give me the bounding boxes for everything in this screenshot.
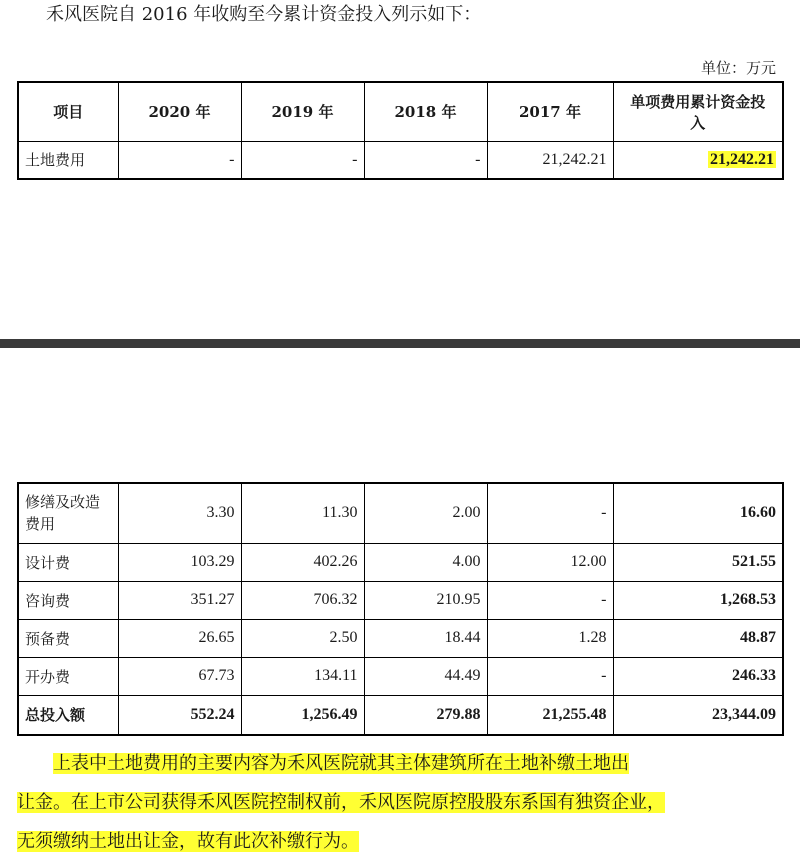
investment-table-bottom [17, 482, 784, 736]
row-name: 咨询费 [18, 581, 118, 619]
table-row [18, 483, 783, 543]
cell-2020: - [118, 141, 241, 179]
cell-2019: 134.11 [241, 657, 364, 695]
cell-2017: 1.28 [487, 619, 613, 657]
header-item: 项目 [18, 82, 118, 141]
row-name: 总投入额 [18, 695, 118, 735]
header-total: 单项费用累计资金投入 [613, 82, 783, 141]
cell-2020: 351.27 [118, 581, 241, 619]
cell-2019: 402.26 [241, 543, 364, 581]
cell-2020: 26.65 [118, 619, 241, 657]
table-header-row [18, 82, 783, 141]
intro-text: 禾风医院自 2016 年收购至今累计资金投入列示如下： [46, 4, 482, 25]
row-name: 预备费 [18, 619, 118, 657]
highlighted-text: 让金。在上市公司获得禾风医院控制权前，禾风医院原控股股东系国有独资企业， [17, 792, 665, 813]
cell-2018: 2.00 [364, 483, 487, 543]
paragraph-line [17, 822, 797, 861]
cell-2017: 12.00 [487, 543, 613, 581]
table-total-row [18, 695, 783, 735]
cell-total: 16.60 [613, 483, 783, 543]
cell-2018: 210.95 [364, 581, 487, 619]
unit-label: 单位：万元 [700, 59, 776, 77]
cell-2018: 4.00 [364, 543, 487, 581]
highlighted-text: 上表中土地费用的主要内容为禾风医院就其主体建筑所在土地补缴土地出 [53, 753, 629, 774]
cell-2017: - [487, 581, 613, 619]
explanation-paragraph [17, 744, 797, 861]
row-name: 土地费用 [18, 141, 118, 179]
cell-2018: 44.49 [364, 657, 487, 695]
cell-2017: 21,242.21 [487, 141, 613, 179]
cell-2018: - [364, 141, 487, 179]
cell-total [613, 141, 783, 179]
cell-total: 48.87 [613, 619, 783, 657]
cell-2019: 1,256.49 [241, 695, 364, 735]
table-row [18, 141, 783, 179]
cell-2018: 18.44 [364, 619, 487, 657]
highlighted-total: 21,242.21 [710, 150, 774, 168]
cell-2017: - [487, 483, 613, 543]
cell-total: 521.55 [613, 543, 783, 581]
cell-2019: - [241, 141, 364, 179]
cell-total: 1,268.53 [613, 581, 783, 619]
row-name: 修缮及改造费用 [18, 483, 118, 543]
investment-table-top [17, 81, 784, 180]
row-name: 开办费 [18, 657, 118, 695]
row-name: 设计费 [18, 543, 118, 581]
cell-2017: - [487, 657, 613, 695]
header-2017: 2017 年 [487, 82, 613, 141]
cell-2019: 2.50 [241, 619, 364, 657]
cell-2020: 67.73 [118, 657, 241, 695]
table-row [18, 581, 783, 619]
cell-2017: 21,255.48 [487, 695, 613, 735]
cell-2018: 279.88 [364, 695, 487, 735]
cell-2020: 552.24 [118, 695, 241, 735]
cell-total: 246.33 [613, 657, 783, 695]
cell-total: 23,344.09 [613, 695, 783, 735]
cell-2019: 706.32 [241, 581, 364, 619]
paragraph-line [17, 783, 797, 822]
paragraph-line [17, 744, 797, 783]
cell-2020: 3.30 [118, 483, 241, 543]
table-row [18, 619, 783, 657]
cell-2019: 11.30 [241, 483, 364, 543]
header-2019: 2019 年 [241, 82, 364, 141]
table-row [18, 657, 783, 695]
header-2018: 2018 年 [364, 82, 487, 141]
highlighted-text: 无须缴纳土地出让金，故有此次补缴行为。 [17, 831, 359, 852]
table-row [18, 543, 783, 581]
header-2020: 2020 年 [118, 82, 241, 141]
cell-2020: 103.29 [118, 543, 241, 581]
page-divider [0, 339, 800, 348]
